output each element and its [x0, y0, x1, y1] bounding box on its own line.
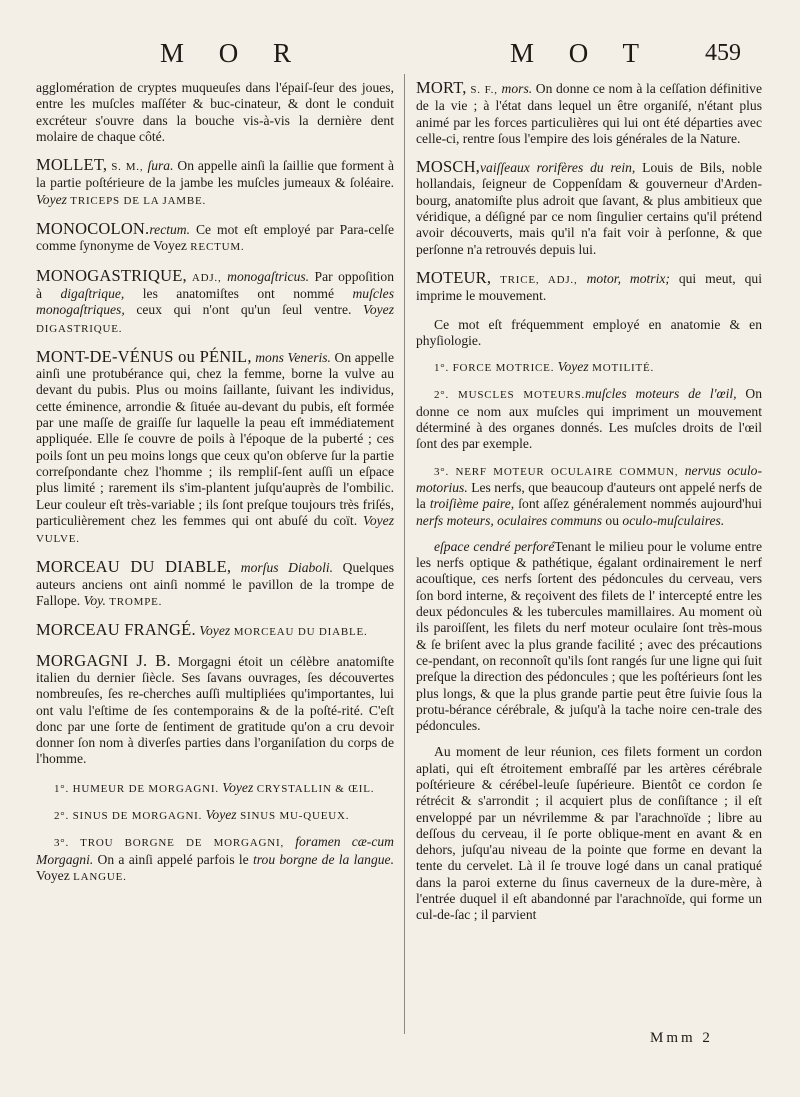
entry-subheading: 3°. NERF MOTEUR OCULAIRE COMMUN,: [434, 465, 679, 478]
running-head-right: M O T: [510, 38, 654, 68]
cross-reference-target: SINUS MU-QUEUX.: [236, 809, 350, 822]
cross-reference-keyword: Voyez: [222, 779, 254, 795]
cross-reference-keyword: Voyez: [363, 302, 394, 318]
entry-grammar: ADJ.,: [186, 271, 228, 284]
entry-latin: muſcles monogaſtriques,: [36, 285, 394, 318]
dictionary-entry: [36, 834, 394, 885]
cross-reference-target: TRICEPS DE LA JAMBE.: [66, 194, 207, 207]
cross-reference-target: TROMPE.: [105, 596, 163, 609]
entry-text: On appelle ainſi une protubérance qui, chez la femme, borne la vulve au devant du pubis. Plus ou moins ſaillante, ſuivant les individus, cette éminence, arrondie & ſituée au-devant du pubis, eſt formée par une maſſe de graiſſe ſur laquelle la peau eſt immédiatement appliquée. Elle ſe couvre de poils à l'époque de la puberté ; ces poils ſont un peu moins longs que ceux qu'on obſerve ſur la partie correſpondante chez l'homme ; ils rempliſ-ſent auſſi un eſpace plus limité ; rarement ils s'im-plantent juſqu'auprès de l'ombilic. Leur couleur eſt très-variable ; ils ſont preſque toujours très friſés, particulièrement chez les femmes qui ont abuſé du coït.: [36, 349, 394, 528]
dictionary-entry: [416, 317, 762, 350]
entry-subheading: 1°. FORCE MOTRICE.: [434, 362, 555, 375]
entry-subheading: 2°. SINUS DE MORGAGNI.: [54, 809, 203, 822]
entry-text: les anatomiſtes ont nommé: [124, 285, 353, 301]
cross-reference-keyword: Voyez: [36, 191, 67, 207]
entry-latin: muſcles moteurs de l'œil,: [585, 386, 737, 402]
entry-latin: motor, motrix;: [586, 270, 670, 286]
entry-text: Voyez: [153, 238, 191, 254]
entry-text: agglomération de cryptes muqueuſes dans l'épaiſ-ſeur des joues, entre les muſcles maſſéter & buc-cinateur, & dont le conduit excréteur s'ouvre dans la bouche vis-à-vis la dernière dent molaire de chaque côté.: [36, 80, 394, 144]
entry-subheading: 2°. MUSCLES MOTEURS.: [434, 389, 586, 402]
page-number: 459: [705, 40, 741, 66]
entry-latin: troiſième paire,: [429, 496, 515, 512]
dictionary-entry: [36, 346, 394, 548]
entry-headword: MOSCH,: [416, 157, 481, 177]
entry-text: On donne ce nom aux muſcles qui impriment un mouvement déterminé à des organes donnés. Les muſcles droits de l'œil ſont des: [416, 386, 762, 452]
dictionary-entry: [416, 386, 762, 452]
entry-text: ceux qui n'ont qu'un ſeul ventre.: [124, 302, 364, 318]
dictionary-entry: [36, 80, 394, 145]
cross-reference-keyword: Voyez: [363, 512, 394, 528]
running-head-left: M O R: [160, 38, 306, 68]
entry-text: Ce mot eſt fréquemment employé en anatomie & en phyſiologie.: [416, 316, 762, 348]
entry-headword: MOTEUR,: [416, 267, 492, 287]
entry-text: intercepté entre les deux pédoncules & les tubercules mamillaires. Au moment où ils paroiſſent, les filets du nerf moteur oculaire ſont très-mous & ſe briſent avec la plus grande facilité ; avec des précautions ce-pendant, on reconnoît qu'ils ſont rangés ſur une ligne qui ſuit preſque la direction des pédoncules ; que les poſtérieurs ſont les plus longs, & que la plus grande partie peut être ſuivie ſous la protu-bérance cérébrale, & juſqu'à la tache noire cen-trale des pédoncules.: [416, 587, 762, 734]
dictionary-entry: [36, 780, 394, 797]
entry-text: Voyez: [36, 867, 74, 883]
entry-headword: MORCEAU FRANGÉ.: [36, 620, 196, 640]
dictionary-entry: [36, 157, 394, 209]
entry-headword: MORCEAU DU DIABLE,: [36, 557, 232, 577]
entry-headword: MOLLET,: [36, 155, 108, 175]
dictionary-entry: [36, 221, 394, 256]
entry-text: qu'il prétend avoir découverts, mais qu'il n'a fait voir à perſonne, & que perſonne n'a retrouvés depuis lui.: [416, 209, 762, 257]
dictionary-entry: [36, 265, 394, 337]
entry-latin: mors.: [501, 81, 533, 96]
entry-text: On appelle ainſi la ſaillie que forment à la partie poſtérieure de la jambe les muſcles jumeaux & ſoléaire.: [36, 158, 394, 191]
entry-text: Louis de Bils, noble hollandais, ſeigneur de Coppenſdam & gouverneur d'Arden-bourg, anatomiſte plus adroit que ſavant, & plus ambitieux que véridique, a déſigné par ce nom ſingulier certains: [416, 160, 762, 225]
entry-grammar: S. F.,: [466, 84, 502, 96]
entry-text: Au moment de leur réunion, ces filets forment un cordon aplati, qui eſt étroitement embraſſé par les artères cérébrale poſtérieure & cérébel-leuſe ſupérieure. Bientôt ce cordon ſe rétrécit & s'arrondit ; il acquiert plus de conſiſtance ; il eſt enveloppé par un névrilemme & par l'arachnoïde ; libre au deſſous du cerveau, il ſe porte oblique-ment en avant & en dehors, juſqu'au niveau de la pointe que forme en devant la tente du cervelet. Là il ſe trouve logé dans un canal pratiqué dans la paroi externe du ſinus caverneux de la dure-mère, à l'entrée duquel il eſt abandonné par l'arachnoïde, qui forme un cul-de-ſac ; il parvient: [416, 744, 762, 923]
dictionary-entry: [416, 463, 762, 529]
dictionary-entry: [416, 267, 762, 305]
entry-latin: mons Veneris.: [251, 349, 331, 365]
dictionary-entry: [416, 80, 762, 147]
cross-reference-keyword: Voyez: [205, 806, 237, 822]
column-divider: [404, 74, 405, 1034]
entry-latin: trou borgne de la langue.: [252, 851, 394, 867]
entry-headword: MONOGASTRIQUE,: [36, 265, 187, 285]
cross-reference-target: CRYSTALLIN & ŒIL.: [253, 782, 375, 795]
cross-reference-target: LANGUE.: [73, 870, 127, 883]
entry-text: Tenant le milieu pour le volume entre les nerfs optique & pathétique, égalant ordinairement le nerf acouſtique, ces nerfs ſortent des pédoncules du cerveau, vers ſon bord interne, & reçoivent des filets de l': [416, 538, 762, 603]
entry-latin: vaiſſeaux rorifères du rein,: [480, 160, 636, 176]
entry-latin: nervus oculo-motorius.: [416, 462, 762, 495]
entry-subheading: 1°. HUMEUR DE MORGAGNI.: [54, 782, 219, 795]
left-column: [36, 80, 394, 895]
entry-grammar: TRICE, ADJ.,: [491, 273, 587, 286]
entry-text: qui meut, qui imprime le mouvement.: [416, 270, 762, 304]
dictionary-entry: [416, 159, 762, 258]
entry-subheading: 3°. TROU BORGNE DE MORGAGNI,: [54, 837, 285, 850]
dictionary-entry: [416, 539, 762, 735]
dictionary-entry: [416, 744, 762, 923]
entry-latin: nerfs moteurs, oculaires communs: [416, 512, 603, 528]
entry-text: ou: [602, 512, 623, 528]
entry-latin: morſus Diaboli.: [231, 560, 334, 576]
entry-text: On donne ce nom à la ceſſation définitive de la vie ; à l'état dans lequel un être organiſé, n'étant plus animé par les forces particulières qui lui ont été départies avec celle-ci, rentre ſous l'empire des lois générales de la Nature.: [416, 81, 762, 146]
cross-reference-target: MOTILITÉ.: [588, 362, 655, 375]
cross-reference-target: VULVE.: [36, 533, 80, 546]
entry-latin: oculo-muſculaires.: [622, 512, 725, 528]
cross-reference-keyword: Voy.: [83, 593, 106, 609]
cross-reference-keyword: Voyez: [199, 623, 231, 639]
dictionary-entry: [416, 359, 762, 376]
cross-reference-target: RECTUM.: [190, 241, 245, 254]
dictionary-entry: [36, 559, 394, 610]
signature-mark: Mmm 2: [650, 1030, 713, 1046]
entry-latin: monogaſtricus.: [227, 268, 310, 284]
cross-reference-target: MORCEAU DU DIABLE.: [230, 626, 368, 639]
entry-text: Par oppoſition à: [36, 268, 394, 301]
entry-latin: ſura.: [147, 158, 174, 174]
dictionary-entry: [36, 807, 394, 824]
dictionary-entry: [36, 650, 394, 768]
entry-text: ſont aſſez généralement nommés aujourd'hui: [514, 496, 762, 512]
entry-headword: MONOCOLON.: [36, 219, 150, 239]
entry-text: par exemple.: [462, 436, 533, 452]
cross-reference-target: DIGASTRIQUE.: [36, 322, 123, 335]
entry-latin: eſpace cendré perforé: [434, 538, 555, 554]
entry-text: On a ainſi appelé parfois le: [93, 851, 253, 867]
cross-reference-keyword: Voyez: [557, 359, 589, 375]
entry-latin: digaſtrique,: [60, 285, 125, 301]
entry-text: Morgagni étoit un célèbre anatomiſte italien du dernier ſiècle. Ses ſavans ouvrages, ſes découvertes nombreuſes, ſes re-cherches auſſi multipliées qu'importantes, lui ont valu l'eſtime de ſes contemporains & de la poſté-rité. C'eſt donc par une ſorte de ſentiment de gratitude qu'on a cru devoir donner ſon nom à diverſes parties dans l'organiſation du corps de l'homme.: [36, 653, 394, 767]
entry-text: Quelques auteurs anciens ont ainſi nommé le pavillon de la trompe de Fallope.: [36, 560, 394, 609]
entry-headword: MONT-DE-VÉNUS ou PÉNIL,: [36, 346, 252, 366]
entry-headword: MORGAGNI J. B.: [36, 650, 171, 670]
entry-headword: MORT,: [416, 78, 467, 97]
entry-latin: rectum.: [149, 222, 191, 238]
dictionary-entry: [36, 622, 394, 640]
entry-latin: foramen cæ-cum Morgagni.: [36, 834, 394, 867]
right-column: [416, 80, 762, 934]
entry-grammar: S. M.,: [107, 161, 148, 174]
entry-text: Les nerfs, que beaucoup d'auteurs ont appelé nerfs de la: [416, 479, 762, 512]
entry-text: Ce mot eſt employé par Para-celſe comme ſynonyme de: [36, 222, 394, 254]
